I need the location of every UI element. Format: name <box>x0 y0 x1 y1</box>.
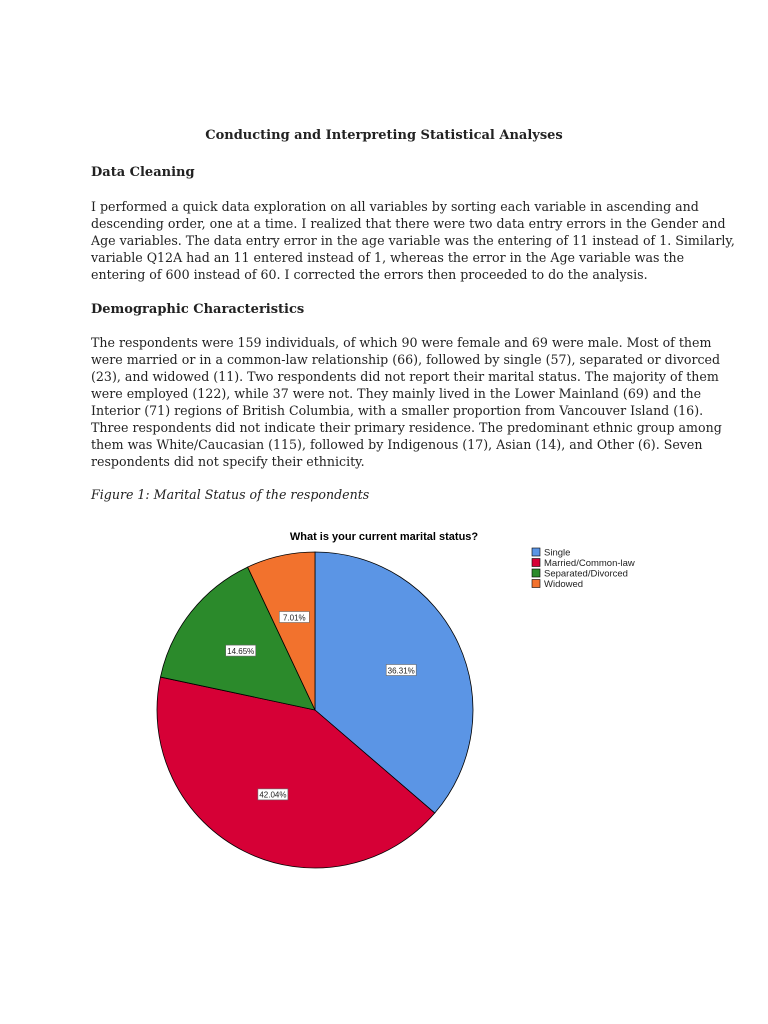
legend-label: Separated/Divorced <box>544 568 628 580</box>
chart-title: What is your current marital status? <box>289 531 479 543</box>
paragraph-line: Interior (71) regions of British Columbia, with a smaller proportion from Vancouver Island (16). <box>91 403 704 418</box>
paragraph-line: variable Q12A had an 11 entered instead of 1, whereas the error in the Age variable was the <box>91 250 685 265</box>
paragraph-line: The respondents were 159 individuals, of which 90 were female and 69 were male. Most of them <box>91 335 712 350</box>
legend-item-married-common-law <box>532 558 635 569</box>
pie-label-text: 7.01% <box>282 613 306 623</box>
data-cleaning-paragraph <box>91 198 735 283</box>
legend-swatch <box>532 580 540 588</box>
pie-label-text: 36.31% <box>387 666 415 676</box>
legend-item-single <box>532 548 570 559</box>
chart-legend <box>532 548 635 591</box>
pie-label-text: 42.04% <box>259 790 287 800</box>
pie-label-married-common-law <box>258 789 288 800</box>
data-cleaning-heading: Data Cleaning <box>91 165 195 180</box>
figure-caption: Figure 1: Marital Status of the respondents <box>91 487 370 502</box>
marital-status-pie-chart <box>130 520 660 890</box>
legend-swatch <box>532 569 540 577</box>
paragraph-line: were married or in a common-law relationship (66), followed by single (57), separated or divorced <box>91 352 721 367</box>
paragraph-line: entering of 600 instead of 60. I corrected the errors then proceeded to do the analysis. <box>91 267 648 282</box>
pie-label-widowed <box>279 612 309 623</box>
paragraph-line: Three respondents did not indicate their primary residence. The predominant ethnic group among <box>91 420 722 435</box>
paragraph-line: them was White/Caucasian (115), followed by Indigenous (17), Asian (14), and Other (6). Seven <box>91 437 703 452</box>
paragraph-line: Age variables. The data entry error in the age variable was the entering of 11 instead of 1. Similarly, <box>91 233 735 248</box>
legend-swatch <box>532 559 540 567</box>
legend-item-widowed <box>532 579 583 590</box>
pie-label-text: 14.65% <box>227 646 255 656</box>
paragraph-line: were employed (122), while 37 were not. They mainly lived in the Lower Mainland (69) and the <box>91 386 702 401</box>
paragraph-line: descending order, one at a time. I realized that there were two data entry errors in the Gender and <box>91 216 726 231</box>
paragraph-line: (23), and widowed (11). Two respondents did not report their marital status. The majority of them <box>91 369 719 384</box>
document-title: Conducting and Interpreting Statistical Analyses <box>205 128 563 143</box>
pie-slices <box>157 552 473 868</box>
demographics-heading: Demographic Characteristics <box>91 302 305 317</box>
pie-label-single <box>386 665 416 676</box>
legend-label: Widowed <box>544 579 584 590</box>
pie-label-separated-divorced <box>226 645 256 656</box>
legend-swatch <box>532 548 540 556</box>
legend-label: Married/Common-law <box>544 558 635 569</box>
paragraph-line: I performed a quick data exploration on all variables by sorting each variable in ascending and <box>91 199 699 214</box>
demographics-paragraph <box>91 334 722 470</box>
paragraph-line: respondents did not specify their ethnicity. <box>91 454 365 469</box>
legend-item-separated-divorced <box>532 569 628 580</box>
legend-label: Single <box>544 547 571 559</box>
